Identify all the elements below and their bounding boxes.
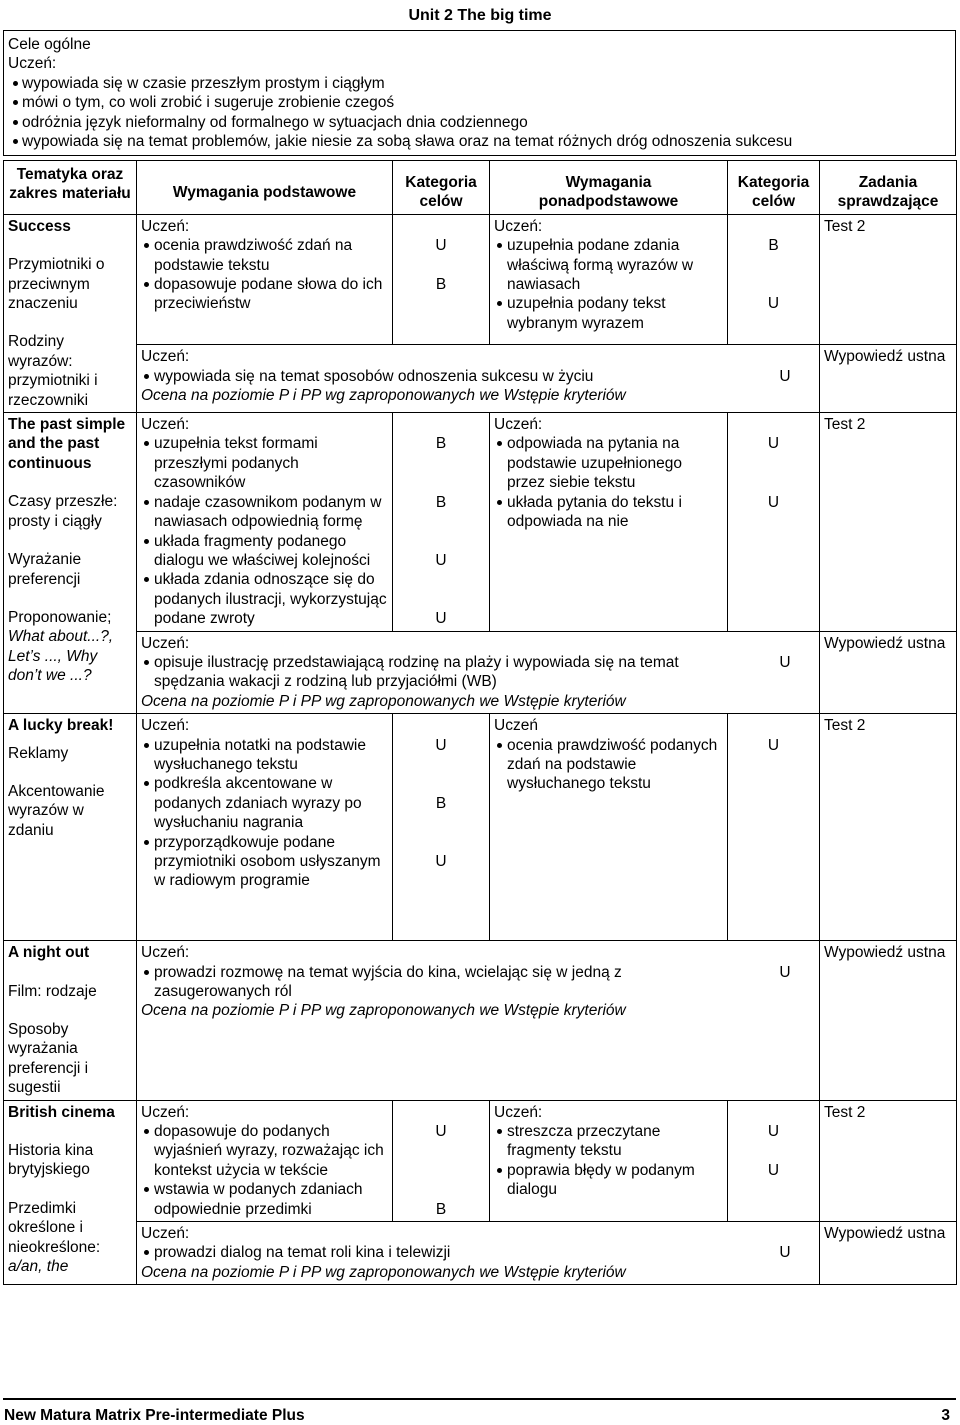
task-cell: Wypowiedź ustna bbox=[820, 1222, 957, 1285]
student-label: Uczeń: bbox=[141, 217, 190, 235]
category-value: U bbox=[767, 736, 780, 754]
topic-cell bbox=[4, 1100, 137, 1285]
student-label: Uczeń bbox=[494, 717, 538, 735]
task-cell: Wypowiedź ustna bbox=[820, 941, 957, 1100]
goals-heading: Cele ogólne bbox=[8, 36, 91, 53]
topic-title: A night out bbox=[8, 944, 90, 962]
topic-text: Proponowanie; bbox=[8, 608, 112, 626]
requirement-item: układa fragmenty podanego dialogu we właściwej kolejności bbox=[141, 532, 388, 571]
requirement-item: podkreśla akcentowane w podanych zdaniach wyrazy po wysłuchaniu nagrania bbox=[141, 774, 388, 832]
category-value: U bbox=[767, 1161, 780, 1179]
general-goals-box bbox=[3, 30, 956, 156]
requirement-item: dopasowuje podane słowa do ich przeciwieństw bbox=[141, 275, 388, 314]
requirement-item: ocenia prawdziwość zdań na podstawie tekstu bbox=[141, 236, 388, 275]
student-label: Uczeń: bbox=[141, 416, 190, 434]
student-label: Uczeń: bbox=[141, 717, 190, 735]
category-value: U bbox=[779, 367, 791, 385]
requirement-item: wypowiada się na temat sposobów odnoszenia sukcesu w życiu bbox=[141, 367, 755, 386]
category-value: U bbox=[435, 237, 447, 255]
category-value: U bbox=[767, 1122, 780, 1140]
topic-title: A lucky break! bbox=[8, 717, 114, 735]
requirement-item: streszcza przeczytane fragmenty tekstu bbox=[494, 1122, 723, 1161]
task-cell: Wypowiedź ustna bbox=[820, 631, 957, 714]
goal-item: wypowiada się w czasie przeszłym prostym i ciągłym bbox=[8, 74, 955, 93]
header-category-2: Kategoria celów bbox=[728, 161, 820, 215]
requirement-item: uzupełnia notatki na podstawie wysłuchanego tekstu bbox=[141, 736, 388, 775]
topic-text: Reklamy bbox=[8, 744, 69, 762]
requirement-item: układa zdania odnoszące się do podanych ilustracji, wykorzystując podane zwroty bbox=[141, 570, 388, 628]
requirement-item: przyporządkowuje podane przymiotniki osobom usłyszanym w radiowym programie bbox=[141, 833, 388, 891]
category-value: B bbox=[768, 237, 779, 255]
table-row bbox=[4, 631, 957, 714]
basic-cell bbox=[137, 714, 393, 941]
requirement-item: odpowiada na pytania na podstawie uzupełnionego przez siebie tekstu bbox=[494, 434, 723, 492]
criteria-note: Ocena na poziomie P i PP wg zaproponowanych we Wstępie kryteriów bbox=[141, 692, 626, 710]
header-topic: Tematyka oraz zakres materiału bbox=[4, 161, 137, 215]
advanced-cell bbox=[490, 413, 728, 631]
header-category-1: Kategoria celów bbox=[393, 161, 490, 215]
table-row bbox=[4, 714, 957, 941]
requirement-item: poprawia błędy w podanym dialogu bbox=[494, 1161, 723, 1200]
criteria-note: Ocena na poziomie P i PP wg zaproponowanych we Wstępie kryteriów bbox=[141, 1002, 626, 1020]
student-label: Uczeń: bbox=[141, 634, 190, 652]
category-value: B bbox=[435, 493, 447, 511]
category-value: U bbox=[435, 551, 447, 569]
requirement-item: nadaje czasownikom podanym w nawiasach odpowiednią formę bbox=[141, 493, 388, 532]
topic-title: British cinema bbox=[8, 1103, 115, 1121]
criteria-note: Ocena na poziomie P i PP wg zaproponowanych we Wstępie kryteriów bbox=[141, 1263, 626, 1281]
header-row bbox=[4, 161, 957, 215]
topic-text: Akcentowanie wyrazów w zdaniu bbox=[8, 782, 105, 839]
category-value: U bbox=[779, 1244, 791, 1262]
category-value: U bbox=[435, 1122, 447, 1140]
table-row bbox=[4, 1222, 957, 1285]
topic-text: Wyrażanie preferencji bbox=[8, 551, 82, 588]
topic-cell bbox=[4, 413, 137, 714]
footer-book-title: New Matura Matrix Pre-intermediate Plus bbox=[4, 1407, 305, 1424]
requirement-item: uzupełnia podany tekst wybranym wyrazem bbox=[494, 294, 723, 333]
topic-text: Czasy przeszłe: prosty i ciągły bbox=[8, 493, 118, 530]
category-value: U bbox=[779, 653, 791, 671]
basic-cell bbox=[137, 413, 393, 631]
category-value: U bbox=[435, 852, 447, 870]
header-tasks: Zadania sprawdzające bbox=[820, 161, 957, 215]
requirement-item: uzupełnia podane zdania właściwą formą wyrazów w nawiasach bbox=[494, 236, 723, 294]
category-cell bbox=[393, 1100, 490, 1221]
topic-text: Przymiotniki o przeciwnym znaczeniu bbox=[8, 256, 105, 313]
task-cell: Test 2 bbox=[820, 413, 957, 631]
student-label: Uczeń: bbox=[494, 217, 543, 235]
category-cell bbox=[728, 714, 820, 941]
topic-cell bbox=[4, 941, 137, 1100]
category-value: B bbox=[435, 1200, 447, 1218]
student-label: Uczeń: bbox=[494, 416, 543, 434]
task-cell: Test 2 bbox=[820, 1100, 957, 1221]
unit-title: Unit 2 The big time bbox=[408, 7, 552, 24]
student-label: Uczeń: bbox=[494, 1103, 543, 1121]
topic-text: Historia kina brytyjskiego bbox=[8, 1142, 94, 1179]
goal-item: mówi o tym, co woli zrobić i sugeruje zrobienie czegoś bbox=[8, 93, 955, 112]
table-row bbox=[4, 413, 957, 631]
header-basic: Wymagania podstawowe bbox=[137, 161, 393, 215]
category-cell bbox=[728, 1100, 820, 1221]
advanced-cell bbox=[490, 1100, 728, 1221]
basic-cell bbox=[137, 214, 393, 344]
category-value: U bbox=[767, 295, 780, 313]
topic-text: What about...?, Let’s ..., Why don’t we ...? bbox=[8, 628, 114, 685]
requirement-item: uzupełnia tekst formami przeszłymi podanych czasowników bbox=[141, 434, 388, 492]
topic-text: a/an, the bbox=[8, 1258, 69, 1276]
requirement-item: prowadzi rozmowę na temat wyjścia do kina, wcielając się w jedną z zasugerowanych ról bbox=[141, 963, 701, 1002]
common-cell bbox=[137, 941, 820, 1100]
header-advanced: Wymagania ponadpodstawowe bbox=[490, 161, 728, 215]
common-cell bbox=[137, 345, 820, 413]
category-value: U bbox=[435, 609, 447, 627]
category-value: B bbox=[435, 275, 447, 293]
student-label: Uczeń: bbox=[141, 1103, 190, 1121]
common-cell bbox=[137, 631, 820, 714]
category-value: U bbox=[767, 435, 780, 453]
requirement-item: układa pytania do tekstu i odpowiada na nie bbox=[494, 493, 723, 532]
topic-cell bbox=[4, 714, 137, 941]
topic-text: Film: rodzaje bbox=[8, 982, 97, 1000]
student-label: Uczeń: bbox=[141, 944, 190, 962]
goal-item: wypowiada się na temat problemów, jakie niesie za sobą sława oraz na temat różnych dróg odnoszenia sukcesu bbox=[8, 132, 955, 151]
task-cell: Test 2 bbox=[820, 714, 957, 941]
requirement-item: wstawia w podanych zdaniach odpowiednie przedimki bbox=[141, 1180, 388, 1219]
requirement-item: prowadzi dialog na temat roli kina i telewizji bbox=[141, 1243, 755, 1262]
table-row bbox=[4, 345, 957, 413]
requirement-item: opisuje ilustrację przedstawiającą rodzinę na plaży i wypowiada się na temat spędzania wakacji z rodziną lub przyjaciółmi (WB) bbox=[141, 653, 701, 692]
table-row bbox=[4, 214, 957, 344]
footer-divider bbox=[3, 1398, 956, 1400]
category-cell bbox=[393, 413, 490, 631]
topic-title: The past simple and the past continuous bbox=[8, 416, 126, 472]
student-label: Uczeń: bbox=[141, 348, 190, 366]
topic-cell bbox=[4, 214, 137, 412]
criteria-note: Ocena na poziomie P i PP wg zaproponowanych we Wstępie kryteriów bbox=[141, 387, 626, 404]
category-cell bbox=[728, 214, 820, 344]
footer-page-number: 3 bbox=[941, 1407, 950, 1424]
category-value: B bbox=[435, 794, 447, 812]
topic-text: Rodziny wyrazów: przymiotniki i rzeczowniki bbox=[8, 333, 98, 409]
basic-cell bbox=[137, 1100, 393, 1221]
goals-list bbox=[8, 74, 955, 152]
topic-text: Przedimki określone i nieokreślone: bbox=[8, 1199, 101, 1256]
common-cell bbox=[137, 1222, 820, 1285]
category-value: B bbox=[435, 435, 447, 453]
category-value: U bbox=[779, 963, 791, 981]
requirement-item: dopasowuje do podanych wyjaśnień wyrazy, rozważając ich kontekst użycia w tekście bbox=[141, 1122, 388, 1180]
category-cell bbox=[728, 413, 820, 631]
student-label: Uczeń: bbox=[141, 1225, 190, 1243]
requirements-table bbox=[3, 160, 957, 1285]
goals-student: Uczeń: bbox=[8, 55, 57, 73]
category-value: U bbox=[435, 736, 447, 754]
goal-item: odróżnia język nieformalny od formalnego w sytuacjach dnia codziennego bbox=[8, 113, 955, 132]
requirement-item: ocenia prawdziwość podanych zdań na podstawie wysłuchanego tekstu bbox=[494, 736, 723, 794]
advanced-cell bbox=[490, 714, 728, 941]
category-cell bbox=[393, 214, 490, 344]
category-cell bbox=[393, 714, 490, 941]
table-row bbox=[4, 1100, 957, 1221]
category-value: U bbox=[767, 493, 780, 511]
topic-text: Sposoby wyrażania preferencji i sugestii bbox=[8, 1020, 89, 1097]
task-cell: Test 2 bbox=[820, 214, 957, 344]
task-cell: Wypowiedź ustna bbox=[820, 345, 957, 413]
table-row bbox=[4, 941, 957, 1100]
advanced-cell bbox=[490, 214, 728, 344]
topic-title: Success bbox=[8, 217, 71, 235]
